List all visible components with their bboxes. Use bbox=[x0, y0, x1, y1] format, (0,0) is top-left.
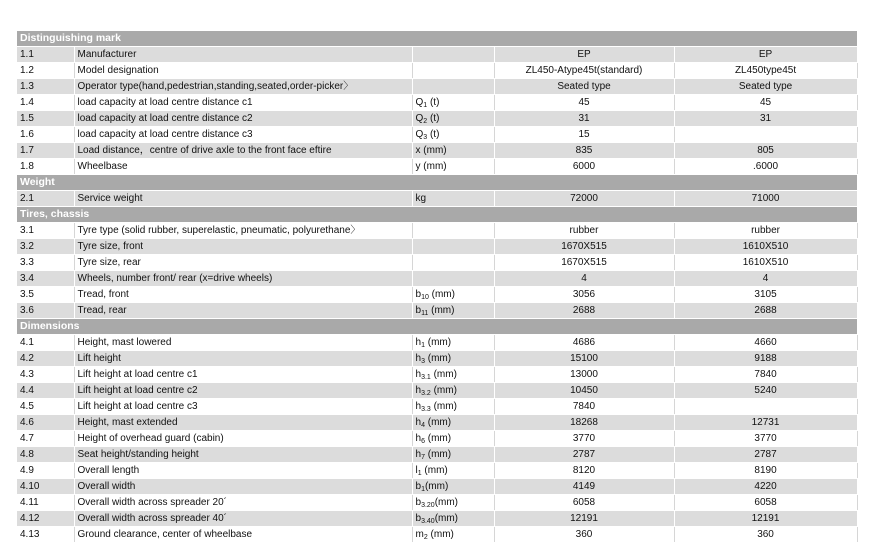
value-model-a: ZL450-Atype45t(standard) bbox=[494, 63, 674, 79]
unit-suffix: (mm) bbox=[430, 369, 457, 380]
value-model-b: 5240 bbox=[674, 383, 857, 399]
unit-subscript: 2 bbox=[423, 534, 428, 541]
unit-subscript: 1 bbox=[423, 102, 428, 109]
row-number: 2.1 bbox=[17, 191, 74, 207]
value-model-b bbox=[674, 127, 857, 143]
value-model-b: 1610X510 bbox=[674, 239, 857, 255]
unit-symbol: h bbox=[415, 385, 422, 396]
row-description: Overall width across spreader 20´ bbox=[74, 495, 412, 511]
unit-suffix: (t) bbox=[427, 129, 440, 140]
value-model-a: rubber bbox=[494, 223, 674, 239]
row-unit bbox=[412, 127, 494, 143]
unit-symbol: Q bbox=[415, 97, 424, 108]
unit-subscript: 3.2 bbox=[421, 390, 431, 397]
spec-row bbox=[17, 415, 857, 431]
row-unit bbox=[412, 191, 494, 207]
unit-subscript: 2 bbox=[423, 118, 428, 125]
value-model-b: 4220 bbox=[674, 479, 857, 495]
spec-row bbox=[17, 47, 857, 63]
spec-row bbox=[17, 143, 857, 159]
section-header bbox=[17, 31, 857, 47]
value-model-a: Seated type bbox=[494, 79, 674, 95]
row-unit bbox=[412, 495, 494, 511]
unit-suffix: (mm) bbox=[424, 337, 452, 348]
row-description: Seat height/standing height bbox=[74, 447, 412, 463]
row-description: Height, mast extended bbox=[74, 415, 412, 431]
spec-row bbox=[17, 95, 857, 111]
unit-subscript: 3.20 bbox=[421, 502, 435, 509]
row-unit bbox=[412, 111, 494, 127]
value-model-a: 15100 bbox=[494, 351, 674, 367]
unit-subscript: 1 bbox=[417, 470, 422, 477]
row-unit bbox=[412, 447, 494, 463]
value-model-a: EP bbox=[494, 47, 674, 63]
unit-symbol: m bbox=[415, 529, 424, 540]
row-description: Wheels, number front/ rear (x=drive wheels) bbox=[74, 271, 412, 287]
value-model-a: 18268 bbox=[494, 415, 674, 431]
row-number: 1.1 bbox=[17, 47, 74, 63]
unit-subscript: 3.1 bbox=[421, 374, 431, 381]
row-number: 1.3 bbox=[17, 79, 74, 95]
row-number: 4.2 bbox=[17, 351, 74, 367]
unit-subscript: 7 bbox=[421, 454, 425, 461]
spec-table bbox=[17, 31, 858, 543]
row-description: Operator type(hand,pedestrian,standing,seated,order-picker〉 bbox=[74, 79, 412, 95]
unit-suffix: (mm) bbox=[430, 401, 457, 412]
unit-symbol: Q bbox=[415, 129, 424, 140]
unit-symbol: l bbox=[415, 465, 418, 476]
unit-suffix: (mm) bbox=[430, 385, 457, 396]
row-description: Service weight bbox=[74, 191, 412, 207]
value-model-b: 12731 bbox=[674, 415, 857, 431]
spec-row bbox=[17, 255, 857, 271]
value-model-b: 1610X510 bbox=[674, 255, 857, 271]
value-model-a: 13000 bbox=[494, 367, 674, 383]
value-model-a: 1670X515 bbox=[494, 255, 674, 271]
section-header bbox=[17, 175, 857, 191]
unit-symbol: h bbox=[415, 449, 422, 460]
row-description: load capacity at load centre distance c1 bbox=[74, 95, 412, 111]
unit-subscript: 4 bbox=[421, 422, 425, 429]
unit-symbol: y (mm) bbox=[415, 161, 447, 172]
unit-suffix: (t) bbox=[427, 97, 440, 108]
spec-row bbox=[17, 111, 857, 127]
value-model-b bbox=[674, 399, 857, 415]
value-model-a: 31 bbox=[494, 111, 674, 127]
unit-subscript: 3.40 bbox=[421, 518, 435, 525]
unit-symbol: b bbox=[415, 305, 422, 316]
value-model-b: 7840 bbox=[674, 367, 857, 383]
row-number: 1.6 bbox=[17, 127, 74, 143]
value-model-b: 6058 bbox=[674, 495, 857, 511]
row-number: 4.6 bbox=[17, 415, 74, 431]
spec-sheet bbox=[17, 31, 857, 543]
row-description: Tread, front bbox=[74, 287, 412, 303]
spec-row bbox=[17, 511, 857, 527]
spec-row bbox=[17, 447, 857, 463]
unit-suffix: (mm) bbox=[424, 481, 449, 492]
value-model-b: 2688 bbox=[674, 303, 857, 319]
row-number: 1.2 bbox=[17, 63, 74, 79]
unit-suffix: (mm) bbox=[424, 353, 452, 364]
value-model-b: 12191 bbox=[674, 511, 857, 527]
unit-suffix: (mm) bbox=[427, 529, 454, 540]
spec-row bbox=[17, 127, 857, 143]
row-description: Lift height at load centre c1 bbox=[74, 367, 412, 383]
unit-subscript: 1 bbox=[421, 342, 425, 349]
row-unit bbox=[412, 239, 494, 255]
spec-row bbox=[17, 383, 857, 399]
spec-row bbox=[17, 399, 857, 415]
row-unit bbox=[412, 463, 494, 479]
row-description: Tyre size, front bbox=[74, 239, 412, 255]
value-model-a: 4686 bbox=[494, 335, 674, 351]
spec-table-body bbox=[17, 31, 857, 543]
row-number: 4.4 bbox=[17, 383, 74, 399]
row-number: 4.11 bbox=[17, 495, 74, 511]
row-unit bbox=[412, 287, 494, 303]
row-description: Wheelbase bbox=[74, 159, 412, 175]
value-model-a: 1670X515 bbox=[494, 239, 674, 255]
row-description: Tread, rear bbox=[74, 303, 412, 319]
value-model-b: 45 bbox=[674, 95, 857, 111]
value-model-a: 360 bbox=[494, 527, 674, 543]
unit-symbol: h bbox=[415, 417, 422, 428]
value-model-a: 2688 bbox=[494, 303, 674, 319]
spec-row bbox=[17, 271, 857, 287]
value-model-a: 4149 bbox=[494, 479, 674, 495]
value-model-a: 3056 bbox=[494, 287, 674, 303]
row-description: Height, mast lowered bbox=[74, 335, 412, 351]
value-model-a: 7840 bbox=[494, 399, 674, 415]
unit-symbol: x (mm) bbox=[415, 145, 447, 156]
value-model-a: 2787 bbox=[494, 447, 674, 463]
row-number: 3.3 bbox=[17, 255, 74, 271]
row-number: 3.4 bbox=[17, 271, 74, 287]
spec-row bbox=[17, 191, 857, 207]
spec-row bbox=[17, 463, 857, 479]
row-unit bbox=[412, 159, 494, 175]
unit-symbol: b bbox=[415, 289, 422, 300]
row-description: Overall width bbox=[74, 479, 412, 495]
value-model-b: 31 bbox=[674, 111, 857, 127]
value-model-b: 9188 bbox=[674, 351, 857, 367]
spec-row bbox=[17, 287, 857, 303]
unit-symbol: b bbox=[415, 513, 422, 524]
spec-row bbox=[17, 367, 857, 383]
section-title: Dimensions bbox=[17, 319, 857, 335]
unit-symbol: kg bbox=[415, 193, 427, 204]
value-model-b: 360 bbox=[674, 527, 857, 543]
row-unit bbox=[412, 335, 494, 351]
value-model-b: .6000 bbox=[674, 159, 857, 175]
value-model-a: 10450 bbox=[494, 383, 674, 399]
value-model-b: Seated type bbox=[674, 79, 857, 95]
row-unit bbox=[412, 351, 494, 367]
spec-row bbox=[17, 79, 857, 95]
row-number: 4.10 bbox=[17, 479, 74, 495]
unit-suffix: (mm) bbox=[434, 497, 459, 508]
value-model-b: 3105 bbox=[674, 287, 857, 303]
section-header bbox=[17, 319, 857, 335]
row-description: load capacity at load centre distance c2 bbox=[74, 111, 412, 127]
spec-row bbox=[17, 159, 857, 175]
row-unit bbox=[412, 47, 494, 63]
unit-suffix: (mm) bbox=[421, 465, 448, 476]
row-unit bbox=[412, 255, 494, 271]
row-description: Height of overhead guard (cabin) bbox=[74, 431, 412, 447]
unit-symbol: Q bbox=[415, 113, 424, 124]
row-number: 4.9 bbox=[17, 463, 74, 479]
row-description: Overall length bbox=[74, 463, 412, 479]
spec-row bbox=[17, 63, 857, 79]
row-description: Ground clearance, center of wheelbase bbox=[74, 527, 412, 543]
value-model-a: 4 bbox=[494, 271, 674, 287]
spec-row bbox=[17, 495, 857, 511]
row-number: 1.5 bbox=[17, 111, 74, 127]
row-number: 3.2 bbox=[17, 239, 74, 255]
unit-symbol: h bbox=[415, 433, 422, 444]
unit-suffix: (mm) bbox=[424, 449, 452, 460]
spec-row bbox=[17, 527, 857, 543]
unit-subscript: 1 bbox=[421, 486, 425, 493]
row-number: 3.1 bbox=[17, 223, 74, 239]
unit-subscript: 3.3 bbox=[421, 406, 431, 413]
value-model-a: 3770 bbox=[494, 431, 674, 447]
row-unit bbox=[412, 415, 494, 431]
unit-subscript: 3 bbox=[423, 134, 428, 141]
value-model-b: ZL450type45t bbox=[674, 63, 857, 79]
unit-subscript: 3 bbox=[421, 358, 425, 365]
row-unit bbox=[412, 399, 494, 415]
row-number: 4.1 bbox=[17, 335, 74, 351]
row-description: Manufacturer bbox=[74, 47, 412, 63]
section-title: Weight bbox=[17, 175, 857, 191]
row-number: 4.3 bbox=[17, 367, 74, 383]
value-model-a: 8120 bbox=[494, 463, 674, 479]
row-unit bbox=[412, 95, 494, 111]
value-model-a: 6058 bbox=[494, 495, 674, 511]
row-unit bbox=[412, 431, 494, 447]
unit-symbol: h bbox=[415, 337, 422, 348]
row-unit bbox=[412, 143, 494, 159]
row-number: 4.5 bbox=[17, 399, 74, 415]
row-description: Lift height bbox=[74, 351, 412, 367]
row-description: Lift height at load centre c3 bbox=[74, 399, 412, 415]
row-unit bbox=[412, 383, 494, 399]
row-unit bbox=[412, 63, 494, 79]
row-number: 4.12 bbox=[17, 511, 74, 527]
row-description: Lift height at load centre c2 bbox=[74, 383, 412, 399]
spec-row bbox=[17, 239, 857, 255]
row-unit bbox=[412, 527, 494, 543]
row-unit bbox=[412, 511, 494, 527]
row-number: 3.6 bbox=[17, 303, 74, 319]
row-unit bbox=[412, 271, 494, 287]
row-number: 4.8 bbox=[17, 447, 74, 463]
section-header bbox=[17, 207, 857, 223]
value-model-a: 15 bbox=[494, 127, 674, 143]
row-unit bbox=[412, 79, 494, 95]
unit-suffix: (mm) bbox=[428, 289, 455, 300]
unit-symbol: h bbox=[415, 353, 422, 364]
row-description: Tyre size, rear bbox=[74, 255, 412, 271]
value-model-b: 805 bbox=[674, 143, 857, 159]
unit-suffix: (t) bbox=[427, 113, 440, 124]
unit-suffix: (mm) bbox=[424, 433, 452, 444]
value-model-b: EP bbox=[674, 47, 857, 63]
row-description: load capacity at load centre distance c3 bbox=[74, 127, 412, 143]
value-model-a: 6000 bbox=[494, 159, 674, 175]
value-model-b: 2787 bbox=[674, 447, 857, 463]
unit-symbol: h bbox=[415, 369, 422, 380]
row-number: 1.7 bbox=[17, 143, 74, 159]
unit-symbol: h bbox=[415, 401, 422, 412]
spec-row bbox=[17, 351, 857, 367]
unit-suffix: (mm) bbox=[428, 305, 455, 316]
value-model-b: 71000 bbox=[674, 191, 857, 207]
row-description: Overall width across spreader 40´ bbox=[74, 511, 412, 527]
row-number: 3.5 bbox=[17, 287, 74, 303]
row-number: 4.13 bbox=[17, 527, 74, 543]
row-number: 1.4 bbox=[17, 95, 74, 111]
spec-row bbox=[17, 335, 857, 351]
unit-suffix: (mm) bbox=[434, 513, 459, 524]
unit-subscript: 10 bbox=[421, 294, 429, 301]
unit-subscript: 11 bbox=[421, 310, 429, 317]
row-unit bbox=[412, 479, 494, 495]
unit-symbol: b bbox=[415, 497, 422, 508]
row-unit bbox=[412, 303, 494, 319]
row-unit bbox=[412, 223, 494, 239]
unit-symbol: b bbox=[415, 481, 422, 492]
row-description: Model designation bbox=[74, 63, 412, 79]
spec-row bbox=[17, 479, 857, 495]
spec-row bbox=[17, 431, 857, 447]
value-model-b: 4 bbox=[674, 271, 857, 287]
value-model-a: 835 bbox=[494, 143, 674, 159]
spec-row bbox=[17, 223, 857, 239]
value-model-b: 8190 bbox=[674, 463, 857, 479]
row-unit bbox=[412, 367, 494, 383]
value-model-a: 45 bbox=[494, 95, 674, 111]
value-model-b: rubber bbox=[674, 223, 857, 239]
row-description: Load distance，centre of drive axle to the front face eftire bbox=[74, 143, 412, 159]
value-model-a: 12191 bbox=[494, 511, 674, 527]
row-number: 1.8 bbox=[17, 159, 74, 175]
section-title: Distinguishing mark bbox=[17, 31, 857, 47]
value-model-a: 72000 bbox=[494, 191, 674, 207]
value-model-b: 4660 bbox=[674, 335, 857, 351]
row-number: 4.7 bbox=[17, 431, 74, 447]
unit-subscript: 6 bbox=[421, 438, 425, 445]
spec-row bbox=[17, 303, 857, 319]
value-model-b: 3770 bbox=[674, 431, 857, 447]
section-title: Tires, chassis bbox=[17, 207, 857, 223]
row-description: Tyre type (solid rubber, superelastic, pneumatic, polyurethane〉 bbox=[74, 223, 412, 239]
unit-suffix: (mm) bbox=[424, 417, 452, 428]
